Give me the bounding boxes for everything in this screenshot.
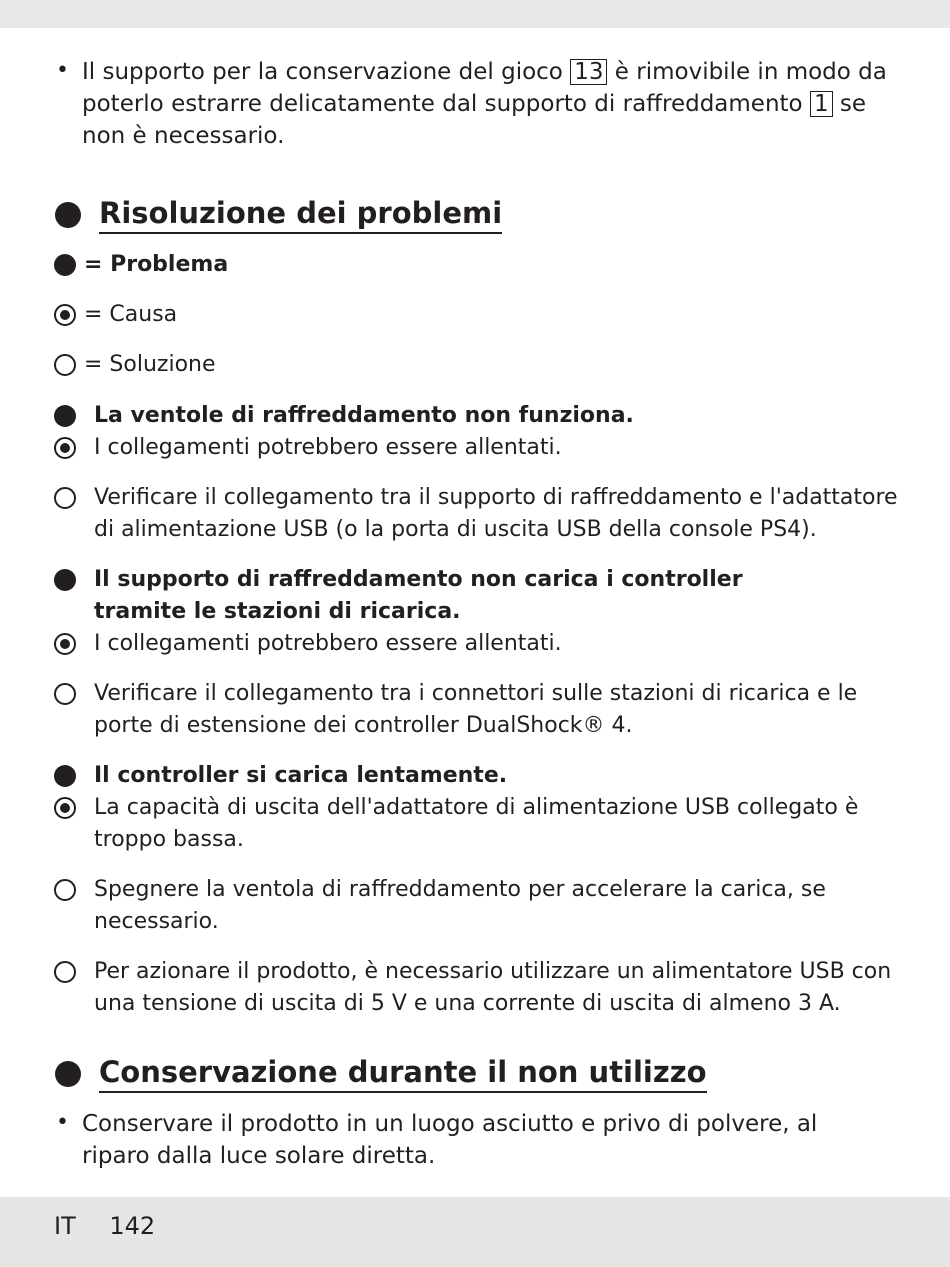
solution-text: Spegnere la ventola di raffreddamento per accelerare la carica, se necessario.: [94, 877, 826, 934]
intro-text-after: se non è necessario.: [82, 91, 867, 149]
bullet-icon: •: [56, 1110, 69, 1135]
legend-label: = Problema: [84, 252, 229, 277]
problem-item: [54, 400, 904, 432]
open-circle-icon: [54, 487, 76, 509]
intro-text-middle: è rimovibile in modo da poterlo estrarre delicatamente dal supporto di raffreddamento: [82, 59, 887, 117]
solution-item: [54, 956, 904, 1020]
top-bar: [0, 0, 950, 28]
legend-problem: [54, 252, 228, 277]
target-circle-icon: [54, 437, 76, 459]
cause-text: I collegamenti potrebbero essere allentati.: [94, 435, 562, 460]
section-bullet-icon: [55, 202, 81, 228]
intro-text-before: Il supporto per la conservazione del gioco: [82, 59, 563, 85]
bullet-icon: •: [56, 58, 69, 83]
footer-text: [54, 1212, 155, 1240]
solution-text: Verificare il collegamento tra i connettori sulle stazioni di ricarica e le porte di estensione dei controller DualShock® 4.: [94, 681, 858, 738]
open-circle-icon: [54, 961, 76, 983]
cause-text: I collegamenti potrebbero essere allentati.: [94, 631, 562, 656]
storage-bullet-text: Conservare il prodotto in un luogo asciutto e privo di polvere, al riparo dalla luce solare diretta.: [82, 1111, 818, 1169]
section-title: Risoluzione dei problemi: [99, 196, 502, 234]
page-number: 142: [109, 1212, 156, 1240]
open-circle-icon: [54, 354, 76, 376]
cause-text: La capacità di uscita dell'adattatore di alimentazione USB collegato è troppo bassa.: [94, 795, 859, 852]
cause-item: [54, 432, 904, 464]
solution-item: [54, 482, 904, 546]
target-circle-icon: [54, 797, 76, 819]
target-circle-icon: [54, 304, 76, 326]
section-title: Conservazione durante il non utilizzo: [99, 1055, 707, 1093]
legend-label: = Soluzione: [84, 352, 216, 377]
legend-solution: [54, 352, 216, 377]
solution-text: Per azionare il prodotto, è necessario utilizzare un alimentatore USB con una tensione di uscita di 5 V e una corrente di uscita di almeno 3 A.: [94, 959, 892, 1016]
reference-13: 13: [570, 59, 607, 85]
filled-circle-icon: [54, 405, 76, 427]
problem-item: [54, 760, 904, 792]
open-circle-icon: [54, 683, 76, 705]
footer-language: IT: [54, 1212, 76, 1240]
target-circle-icon: [54, 633, 76, 655]
storage-heading: [55, 1055, 707, 1093]
reference-1: 1: [810, 91, 833, 117]
legend-cause: [54, 302, 177, 327]
problem-text: Il supporto di raffreddamento non carica i controller tramite le stazioni di ricarica.: [94, 567, 743, 624]
problem-text: La ventole di raffreddamento non funziona.: [94, 403, 634, 428]
section-bullet-icon: [55, 1061, 81, 1087]
problem-text: Il controller si carica lentamente.: [94, 763, 508, 788]
open-circle-icon: [54, 879, 76, 901]
cause-item: [54, 792, 904, 856]
cause-item: [54, 628, 904, 660]
solution-item: [54, 874, 904, 938]
filled-circle-icon: [54, 254, 76, 276]
solution-item: [54, 678, 904, 742]
filled-circle-icon: [54, 765, 76, 787]
solution-text: Verificare il collegamento tra il supporto di raffreddamento e l'adattatore di alimentazione USB (o la porta di uscita USB della console PS4).: [94, 485, 898, 542]
legend-label: = Causa: [84, 302, 178, 327]
troubleshooting-heading: [55, 196, 502, 234]
intro-paragraph: [82, 56, 902, 152]
filled-circle-icon: [54, 569, 76, 591]
problem-item: [54, 564, 904, 628]
